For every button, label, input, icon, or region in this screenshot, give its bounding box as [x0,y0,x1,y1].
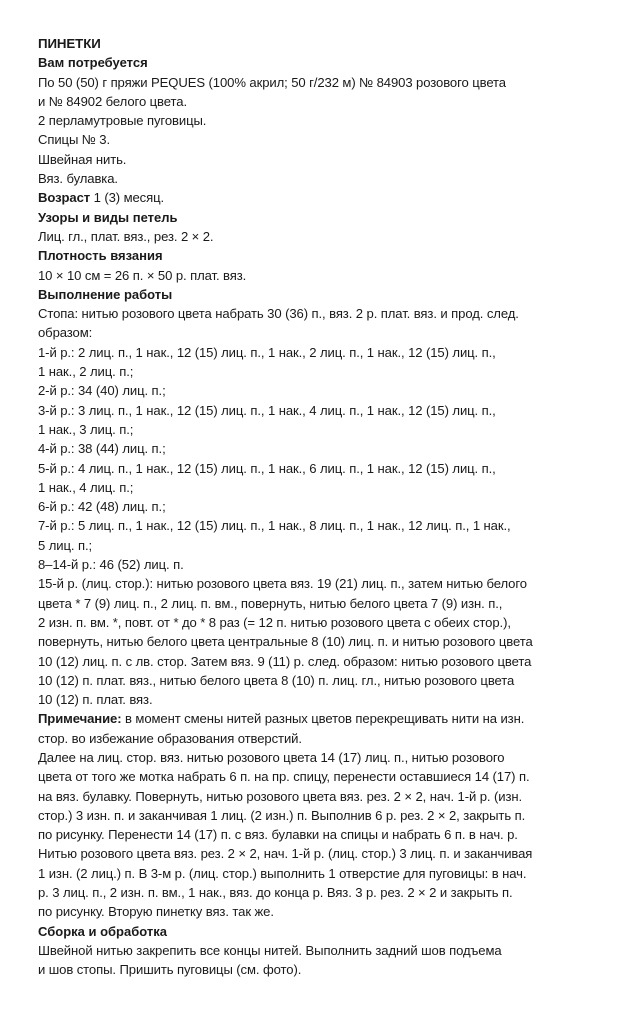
age-line [38,188,608,207]
work-line: 5-й р.: 4 лиц. п., 1 нак., 12 (15) лиц. п., 1 нак., 6 лиц. п., 1 нак., 12 (15) лиц. п., [38,460,496,476]
note-label: Примечание: [38,711,122,727]
note-line: 1 изн. (2 лиц.) п. В 3-м р. (лиц. стор.) выполнить 1 отверстие для пуговицы: в нач. [38,865,527,881]
work-line: Стопа: нитью розового цвета набрать 30 (36) п., вяз. 2 р. плат. вяз. и прод. след. [38,306,519,322]
work-line: 10 (12) п. плат. вяз., нитью белого цвета 8 (10) п. лиц. гл., нитью розового цвета [38,672,515,688]
work-line: 3-й р.: 3 лиц. п., 1 нак., 12 (15) лиц. п., 1 нак., 4 лиц. п., 1 нак., 12 (15) лиц. п., [38,402,496,418]
work-line: 8–14-й р.: 46 (52) лиц. п. [38,557,184,573]
materials-line: Вяз. булавка. [38,171,118,187]
work-line: 7-й р.: 5 лиц. п., 1 нак., 12 (15) лиц. п., 1 нак., 8 лиц. п., 1 нак., 12 лиц. п., 1 нак., [38,518,511,534]
work-line: 2-й р.: 34 (40) лиц. п.; [38,383,166,399]
work-line: 1 нак., 2 лиц. п.; [38,364,134,380]
work-line: повернуть, нитью белого цвета центральные 8 (10) лиц. п. и нитью розового цвета [38,634,533,650]
assembly-line: Швейной нитью закрепить все концы нитей. Выполнить задний шов подъема [38,942,502,958]
materials-line: По 50 (50) г пряжи PEQUES (100% акрил; 50 г/232 м) № 84903 розового цвета [38,74,506,90]
work-line: 1-й р.: 2 лиц. п., 1 нак., 12 (15) лиц. п., 1 нак., 2 лиц. п., 1 нак., 12 (15) лиц. п., [38,344,496,360]
assembly-line: и шов стопы. Пришить пуговицы (см. фото). [38,962,302,978]
age-value: 1 (3) месяц. [90,190,165,206]
work-line: 1 нак., 3 лиц. п.; [38,421,134,437]
materials-line: и № 84902 белого цвета. [38,93,187,109]
assembly-heading: Сборка и обработка [38,923,167,939]
patterns-line: Лиц. гл., плат. вяз., рез. 2 × 2. [38,228,214,244]
note-line: стор. во избежание образования отверстий. [38,730,302,746]
patterns-heading: Узоры и виды петель [38,209,178,225]
work-line: 2 изн. п. вм. *, повт. от * до * 8 раз (= 12 п. нитью розового цвета с обеих стор.), [38,614,511,630]
materials-list [38,73,608,189]
work-line: цвета * 7 (9) лиц. п., 2 лиц. п. вм., повернуть, нитью белого цвета 7 (9) изн. п., [38,595,503,611]
assembly-text [38,941,608,980]
note-line: р. 3 лиц. п., 2 изн. п. вм., 1 нак., вяз. до конца р. Вяз. 3 р. рез. 2 × 2 и закрыть п. [38,885,513,901]
work-line: 4-й р.: 38 (44) лиц. п.; [38,441,166,457]
materials-line: 2 перламутровые пуговицы. [38,113,207,129]
materials-heading: Вам потребуется [38,55,148,71]
work-line: образом: [38,325,93,341]
materials-line: Швейная нить. [38,151,127,167]
note-line: по рисунку. Вторую пинетку вяз. так же. [38,904,274,920]
materials-line: Спицы № 3. [38,132,111,148]
note-line: на вяз. булавку. Повернуть, нитью розового цвета вяз. рез. 2 × 2, нач. 1-й р. (изн. [38,788,523,804]
work-heading: Выполнение работы [38,286,173,302]
work-line: 10 (12) лиц. п. с лв. стор. Затем вяз. 9 (11) р. след. образом: нитью розового цвета [38,653,532,669]
age-label: Возраст [38,190,91,206]
work-line: 10 (12) п. плат. вяз. [38,692,153,708]
note-line: по рисунку. Перенести 14 (17) п. с вяз. булавки на спицы и набрать 6 п. в нач. р. [38,827,518,843]
work-line: 6-й р.: 42 (48) лиц. п.; [38,499,166,515]
work-line: 5 лиц. п.; [38,537,93,553]
work-line: 1 нак., 4 лиц. п.; [38,479,134,495]
note-line: Далее на лиц. стор. вяз. нитью розового цвета 14 (17) лиц. п., нитью розового [38,749,505,765]
note-first-line [38,709,608,728]
pattern-page [38,34,608,980]
page-title: ПИНЕТКИ [38,36,101,51]
note-line: Нитью розового цвета вяз. рез. 2 × 2, нач. 1-й р. (лиц. стор.) 3 лиц. п. и заканчивая [38,846,533,862]
work-instructions [38,304,608,709]
note-text: в момент смены нитей разных цветов перекрещивать нити на изн. [121,711,525,727]
gauge-heading: Плотность вязания [38,248,163,264]
work-line: 15-й р. (лиц. стор.): нитью розового цвета вяз. 19 (21) лиц. п., затем нитью белого [38,576,527,592]
note-line: стор.) 3 изн. п. и заканчивая 1 лиц. (2 изн.) п. Выполнив 6 р. рез. 2 × 2, закрыть п. [38,807,526,823]
note-continuation [38,729,608,922]
note-line: цвета от того же мотка набрать 6 п. на пр. спицу, перенести оставшиеся 14 (17) п. [38,769,530,785]
gauge-line: 10 × 10 см = 26 п. × 50 р. плат. вяз. [38,267,247,283]
